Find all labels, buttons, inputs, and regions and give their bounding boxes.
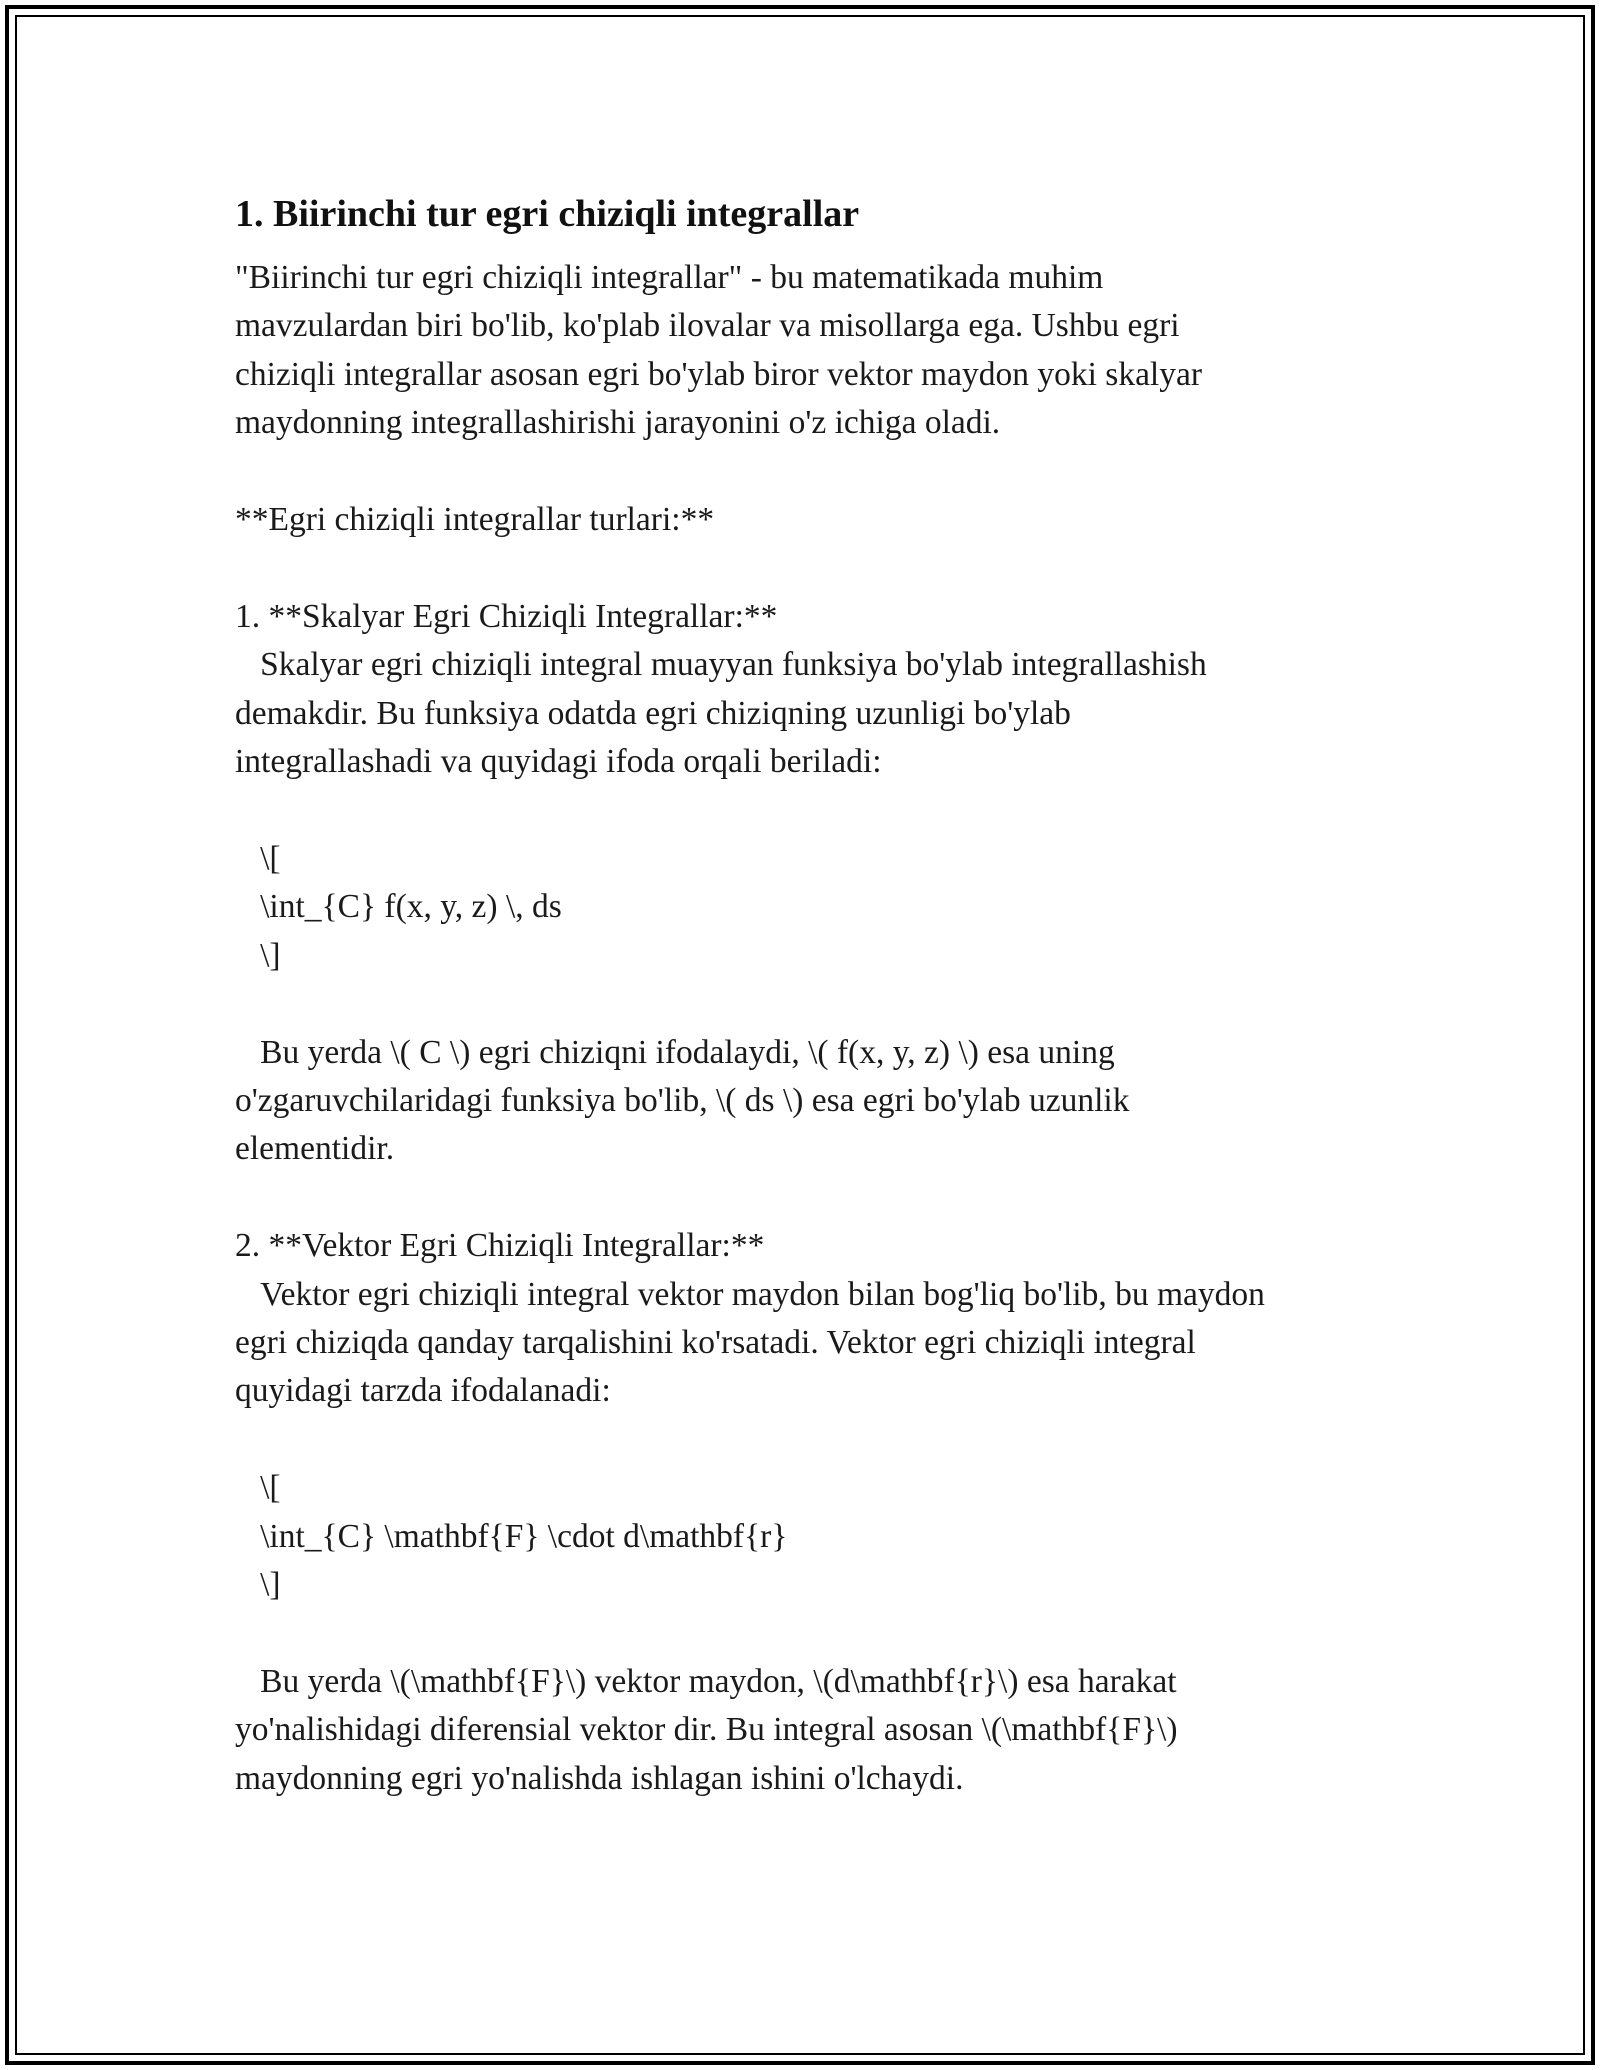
document-title: 1. Biirinchi tur egri chiziqli integrallar (235, 193, 860, 235)
document-content (235, 188, 1395, 1803)
document-body: "Biirinchi tur egri chiziqli integrallar" - bu matematikada muhim mavzulardan biri bo'lib, ko'plab ilovalar va misollarga ega. Ushbu egri chiziqli integrallar asosan egri bo'ylab biror vektor maydon yoki skalyar maydonning integrallashirishi jarayonini o'z ichiga oladi. **Egri chiziqli integrallar turlari:** 1. **Skalyar Egri Chiziqli Integrallar:** Skalyar egri chiziqli integral muayyan funksiya bo'ylab integrallashish demakdir. Bu funksiya odatda egri chiziqning uzunligi bo'ylab integrallashadi va quyidagi ifoda orqali beriladi: \[ \int_{C} f(x, y, z) \, ds \] Bu yerda \( C \) egri chiziqni ifodalaydi, \( f(x, y, z) \) esa uning o'zgaruvchilaridagi funksiya bo'lib, \( ds \) esa egri bo'ylab uzunlik elementidir. 2. **Vektor Egri Chiziqli Integrallar:** Vektor egri chiziqli integral vektor maydon bilan bog'liq bo'lib, bu maydon egri chiziqda qanday tarqalishini ko'rsatadi. Vektor egri chiziqli integral quyidagi tarzda ifodalanadi: \[ \int_{C} \mathbf{F} \cdot d\mathbf{r} \] Bu yerda \(\mathbf{F}\) vektor maydon, \(d\mathbf{r}\) esa harakat yo'nalishidagi diferensial vektor dir. Bu integral asosan \(\mathbf{F}\) maydonning egri yo'nalishda ishlagan ishini o'lchaydi. (235, 259, 1265, 1797)
